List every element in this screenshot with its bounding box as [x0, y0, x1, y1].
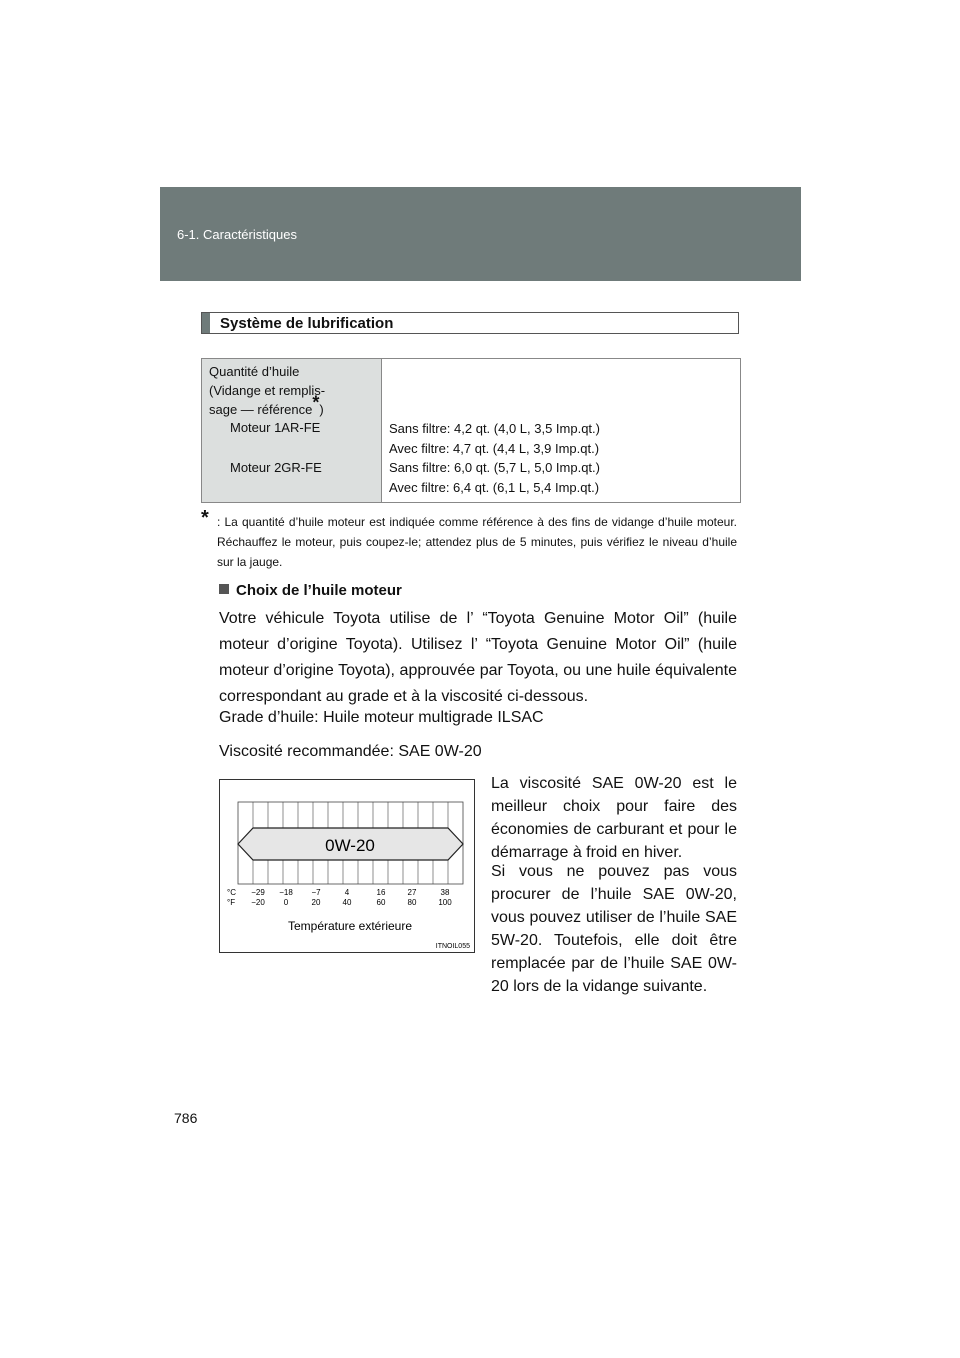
section-title: Système de lubrification — [220, 315, 394, 332]
section-title-box — [201, 312, 739, 334]
table-label — [209, 362, 325, 419]
fahrenheit-tick-label: 100 — [438, 898, 452, 907]
engine-name-2gr: Moteur 2GR-FE — [230, 460, 322, 475]
capacity-value: Sans filtre: 6,0 qt. (5,7 L, 5,0 Imp.qt.) — [389, 460, 600, 475]
celsius-tick-label: 16 — [376, 888, 386, 897]
fahrenheit-tick-label: 40 — [342, 898, 352, 907]
engine-name-1ar: Moteur 1AR-FE — [230, 420, 321, 435]
fahrenheit-tick-label: −20 — [251, 898, 265, 907]
square-bullet-icon — [219, 584, 229, 594]
oil-grade: Grade d’huile: Huile moteur multigrade ILSAC — [219, 709, 544, 726]
capacity-value: Sans filtre: 4,2 qt. (4,0 L, 3,5 Imp.qt.) — [389, 421, 600, 436]
celsius-tick-label: −29 — [251, 888, 265, 897]
oil-capacity-table — [201, 358, 741, 503]
celsius-tick-label: 4 — [344, 888, 350, 897]
section-title-bar — [202, 313, 210, 333]
figure-code: ITNOIL055 — [435, 943, 470, 950]
label-line-2: (Vidange et remplis- — [209, 383, 326, 398]
temperature-ticks — [251, 888, 452, 907]
page-number: 786 — [174, 1110, 198, 1126]
recommended-viscosity: Viscosité recommandée: SAE 0W-20 — [219, 743, 482, 760]
footnote-text: : La quantité d’huile moteur est indiquée comme référence à des fins de vidange d’huile moteur. Réchauffez le moteur, puis coupez-le; attendez plus de 5 minutes, puis vérifiez le niveau d’huile sur la jauge. — [217, 515, 737, 569]
celsius-tick-label: 27 — [407, 888, 417, 897]
celsius-unit: °C — [227, 888, 236, 897]
viscosity-temperature-figure — [219, 779, 475, 953]
label-line-1: Quantité d’huile — [209, 364, 300, 379]
capacity-value: Avec filtre: 4,7 qt. (4,4 L, 3,9 Imp.qt.) — [389, 441, 600, 456]
capacity-value: Avec filtre: 6,4 qt. (6,1 L, 5,4 Imp.qt.) — [389, 480, 600, 495]
celsius-tick-label: 38 — [440, 888, 450, 897]
subheading — [219, 582, 402, 599]
footnote-star: * — [312, 392, 320, 413]
label-line-3: sage — référence — [209, 402, 313, 417]
footnote — [201, 507, 737, 572]
fahrenheit-tick-label: 80 — [407, 898, 417, 907]
band-label: 0W-20 — [325, 836, 375, 855]
celsius-tick-label: −18 — [279, 888, 293, 897]
viscosity-chart — [220, 780, 474, 952]
fahrenheit-tick-label: 20 — [311, 898, 321, 907]
table-label-cell — [202, 359, 382, 502]
fahrenheit-tick-label: 60 — [376, 898, 386, 907]
fahrenheit-unit: °F — [227, 898, 236, 907]
intro-paragraph: Votre véhicule Toyota utilise de l’ “Toyota Genuine Motor Oil” (huile moteur d’origine Toyota). Utilisez l’ “Toyota Genuine Motor Oil” (huile moteur d’origine Toyota), approuvée par Toyota, ou une huile équivalente correspondant au grade et à la viscosité ci-dessous. — [219, 610, 737, 705]
celsius-tick-label: −7 — [311, 888, 321, 897]
viscosity-note: La viscosité SAE 0W-20 est le meilleur choix pour faire des économies de carburant et pour le démarrage à froid en hiver. — [491, 775, 737, 861]
figure-caption: Température extérieure — [287, 919, 413, 933]
label-close: ) — [319, 402, 324, 417]
alternative-oil-note: Si vous ne pouvez pas vous procurer de l’huile SAE 0W-20, vous pouvez utiliser de l’huile SAE 5W-20. Toutefois, elle doit être remplacée par de l’huile SAE 0W-20 lors de la vidange suivante. — [491, 863, 737, 995]
subheading-text: Choix de l’huile moteur — [236, 582, 402, 599]
section-label: 6-1. Caractéristiques — [177, 227, 297, 242]
fahrenheit-tick-label: 0 — [283, 898, 289, 907]
chapter-header-band — [160, 187, 801, 281]
footnote-star: * — [201, 507, 209, 529]
